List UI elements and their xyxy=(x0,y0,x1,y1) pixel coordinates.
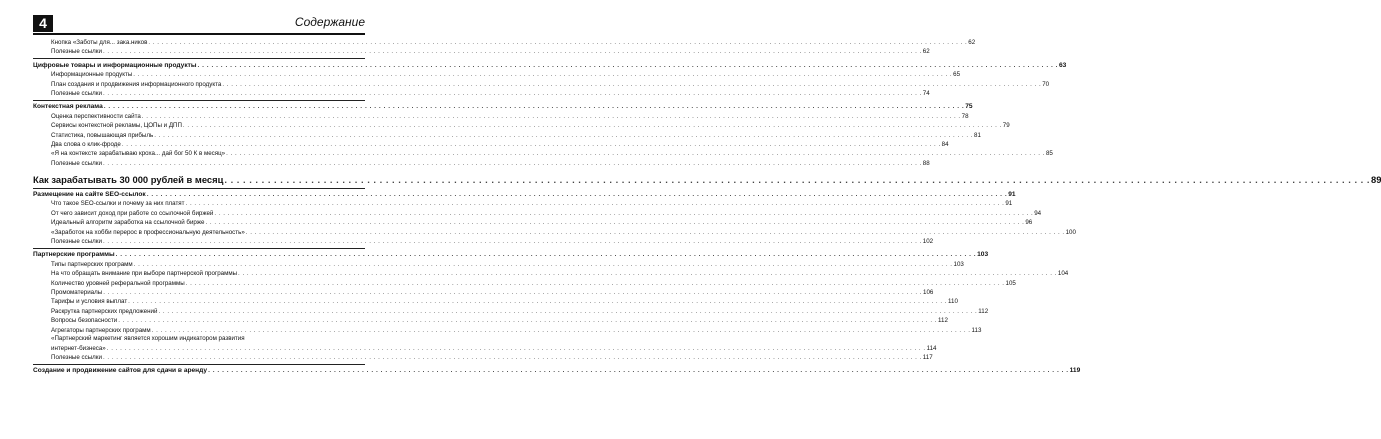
toc-part-heading[interactable] xyxy=(33,173,1381,186)
toc-entry[interactable] xyxy=(33,80,1050,89)
toc-page-number: 119 xyxy=(1069,367,1081,375)
toc-page-number: 104 xyxy=(1057,270,1069,278)
leader-dots xyxy=(103,47,922,56)
toc-entry-title: Контекстная реклама xyxy=(33,103,103,111)
toc-entry-title: «Я на контексте зарабатываю кроха... дай бог 50 К в месяц» xyxy=(51,150,226,158)
toc-entry-title: Полезные ссылки xyxy=(51,48,102,56)
toc-page-number: 91 xyxy=(1008,191,1016,199)
page-number: 4 xyxy=(33,15,53,32)
running-title: Содержание xyxy=(294,15,365,29)
toc-page-number: 94 xyxy=(1034,209,1042,217)
toc-page-number: 89 xyxy=(1371,174,1381,186)
toc-entry[interactable] xyxy=(33,288,934,297)
toc-page-number: 74 xyxy=(922,89,930,97)
toc-entry-title: Что такое SEO-ссылки и почему за них платят xyxy=(51,200,185,208)
toc-entry-title: Размещение на сайте SEO-ссылок xyxy=(33,191,146,199)
leader-dots xyxy=(122,140,941,149)
toc-entry-title: Раскрутка партнерских предложений xyxy=(51,307,158,315)
leader-dots xyxy=(148,38,967,47)
toc-entry-title: Кнопка «Заботы для... зака.ников xyxy=(51,38,148,46)
toc-page-number: 85 xyxy=(1045,150,1053,158)
section-divider xyxy=(33,58,365,59)
toc-section[interactable] xyxy=(33,250,989,259)
toc-entry-title: Идеальный алгоритм заработка на ссылочной бирже xyxy=(51,219,205,227)
leader-dots xyxy=(118,316,937,325)
toc-entry-title: Два слова о клик-фроде xyxy=(51,140,121,148)
toc-entry[interactable] xyxy=(33,70,961,79)
toc-page-number: 112 xyxy=(978,307,989,315)
toc-page-number: 103 xyxy=(977,251,989,259)
toc-entry[interactable] xyxy=(33,149,1053,158)
toc-entry-title: Полезные ссылки xyxy=(51,238,102,246)
leader-dots xyxy=(107,344,926,353)
toc-entry-title: Сервисы контекстной рекламы, ЦОПы и ДПП xyxy=(51,122,182,130)
toc-entry-title: План создания и продвижения информационного продукта xyxy=(51,80,222,88)
toc-entry-title: Оценка перспективности сайта xyxy=(51,112,141,120)
toc-page-number: 113 xyxy=(971,326,982,334)
table-of-contents xyxy=(33,38,1381,376)
toc-entry-title: Количество уровней реферальной программы xyxy=(51,279,185,287)
leader-dots xyxy=(214,209,1033,218)
leader-dots xyxy=(147,190,1008,199)
toc-page-number: 62 xyxy=(968,38,976,46)
section-divider xyxy=(33,248,365,249)
leader-dots xyxy=(222,80,1041,89)
toc-entry[interactable] xyxy=(33,260,964,269)
section-divider xyxy=(33,100,365,101)
toc-entry-title: Тарифы и условия выплат xyxy=(51,298,128,306)
toc-entry-line[interactable]: «Партнерский маркетинг является хорошим индикатором развития xyxy=(51,334,245,342)
section-divider xyxy=(33,188,365,189)
toc-entry[interactable] xyxy=(33,237,934,246)
leader-dots xyxy=(246,228,1065,237)
toc-page-number: 91 xyxy=(1005,200,1013,208)
toc-entry[interactable] xyxy=(33,279,1016,288)
toc-entry[interactable] xyxy=(33,38,976,47)
toc-entry[interactable] xyxy=(33,121,1010,130)
toc-entry[interactable] xyxy=(33,140,949,149)
leader-dots xyxy=(103,89,922,98)
toc-page-number: 62 xyxy=(922,48,930,56)
leader-dots xyxy=(205,218,1024,227)
leader-dots xyxy=(238,269,1057,278)
toc-entry-title: Информационные продукты xyxy=(51,71,133,79)
toc-entry-title: Как зарабатывать 30 000 рублей в месяц xyxy=(33,174,224,186)
toc-entry-title: интернет-бизнеса» xyxy=(51,344,106,352)
toc-page-number: 79 xyxy=(1002,122,1010,130)
toc-entry-title: Цифровые товары и информационные продукты xyxy=(33,61,197,69)
toc-entry[interactable] xyxy=(33,89,930,98)
toc-page-number: 65 xyxy=(953,71,961,79)
toc-entry[interactable] xyxy=(33,344,937,353)
toc-entry-title: Полезные ссылки xyxy=(51,89,102,97)
toc-entry[interactable] xyxy=(33,307,989,316)
toc-page-number: 102 xyxy=(922,238,934,246)
toc-entry-title: «Заработок на хобби перерос в профессиональную деятельность» xyxy=(51,228,245,236)
leader-dots xyxy=(103,159,922,168)
leader-dots xyxy=(186,199,1005,208)
toc-entry[interactable] xyxy=(33,199,1013,208)
toc-entry[interactable] xyxy=(33,112,969,121)
leader-dots xyxy=(197,61,1058,70)
toc-entry-title: Полезные ссылки xyxy=(51,159,102,167)
leader-dots xyxy=(186,279,1005,288)
toc-page-number: 84 xyxy=(941,140,949,148)
toc-page-number: 88 xyxy=(922,159,930,167)
toc-section[interactable] xyxy=(33,102,973,111)
leader-dots xyxy=(128,297,947,306)
toc-entry[interactable] xyxy=(33,353,933,362)
toc-page-number: 63 xyxy=(1058,61,1067,69)
toc-page-number: 103 xyxy=(953,260,964,268)
toc-page-number: 110 xyxy=(948,298,958,306)
toc-entry[interactable] xyxy=(33,228,1076,237)
toc-page-number: 117 xyxy=(922,353,933,361)
toc-entry-title: Партнерские программы xyxy=(33,251,115,259)
leader-dots xyxy=(208,366,1069,375)
leader-dots xyxy=(103,353,922,362)
toc-page-number: 106 xyxy=(923,288,934,296)
section-divider xyxy=(33,364,365,365)
toc-page-number: 75 xyxy=(965,103,973,111)
toc-entry-title: Типы партнерских программ xyxy=(51,260,133,268)
toc-page-number: 114 xyxy=(926,344,937,352)
toc-section[interactable] xyxy=(33,190,1016,199)
toc-entry-title: Полезные ссылки xyxy=(51,353,102,361)
leader-dots xyxy=(116,250,977,259)
toc-entry[interactable] xyxy=(33,269,1069,278)
toc-entry[interactable] xyxy=(33,131,981,140)
toc-entry[interactable] xyxy=(33,218,1033,227)
toc-section[interactable] xyxy=(33,366,1081,375)
toc-entry[interactable] xyxy=(33,159,930,168)
toc-page-number: 112 xyxy=(938,317,948,325)
toc-page-number: 100 xyxy=(1065,228,1076,236)
leader-dots xyxy=(104,102,965,111)
toc-entry-title: От чего зависит доход при работе со ссылочной биржей xyxy=(51,209,214,217)
toc-page-number: 96 xyxy=(1025,219,1033,227)
toc-page-number: 78 xyxy=(961,112,969,120)
leader-dots xyxy=(154,131,973,140)
header-rule xyxy=(33,33,365,35)
leader-dots xyxy=(226,149,1045,158)
leader-dots xyxy=(142,112,961,121)
toc-entry-title: На что обращать внимание при выборе партнерской программы xyxy=(51,270,238,278)
toc-section[interactable] xyxy=(33,61,1067,70)
toc-entry[interactable] xyxy=(33,326,982,335)
toc-entry-title: Агрегаторы партнерских программ xyxy=(51,326,151,334)
toc-entry[interactable] xyxy=(33,316,948,325)
toc-page-number: 81 xyxy=(974,131,981,139)
page-header xyxy=(33,13,365,35)
leader-dots xyxy=(133,70,952,79)
leader-dots xyxy=(183,121,1002,130)
toc-entry-title: Создание и продвижение сайтов для сдачи в аренду xyxy=(33,367,208,375)
toc-page-number: 70 xyxy=(1042,80,1050,88)
toc-entry[interactable] xyxy=(33,47,930,56)
toc-entry-title: Вопросы безопасности xyxy=(51,317,118,325)
leader-dots xyxy=(134,260,953,269)
leader-dots xyxy=(158,307,977,316)
toc-entry[interactable] xyxy=(33,209,1042,218)
toc-page-number: 105 xyxy=(1005,279,1016,287)
toc-entry[interactable] xyxy=(33,297,958,306)
leader-dots xyxy=(224,173,1370,186)
toc-entry-title: Промоматериалы xyxy=(51,288,103,296)
leader-dots xyxy=(152,326,971,335)
leader-dots xyxy=(103,237,922,246)
leader-dots xyxy=(103,288,922,297)
toc-entry-title: Статистика, повышающая прибыль xyxy=(51,131,154,139)
